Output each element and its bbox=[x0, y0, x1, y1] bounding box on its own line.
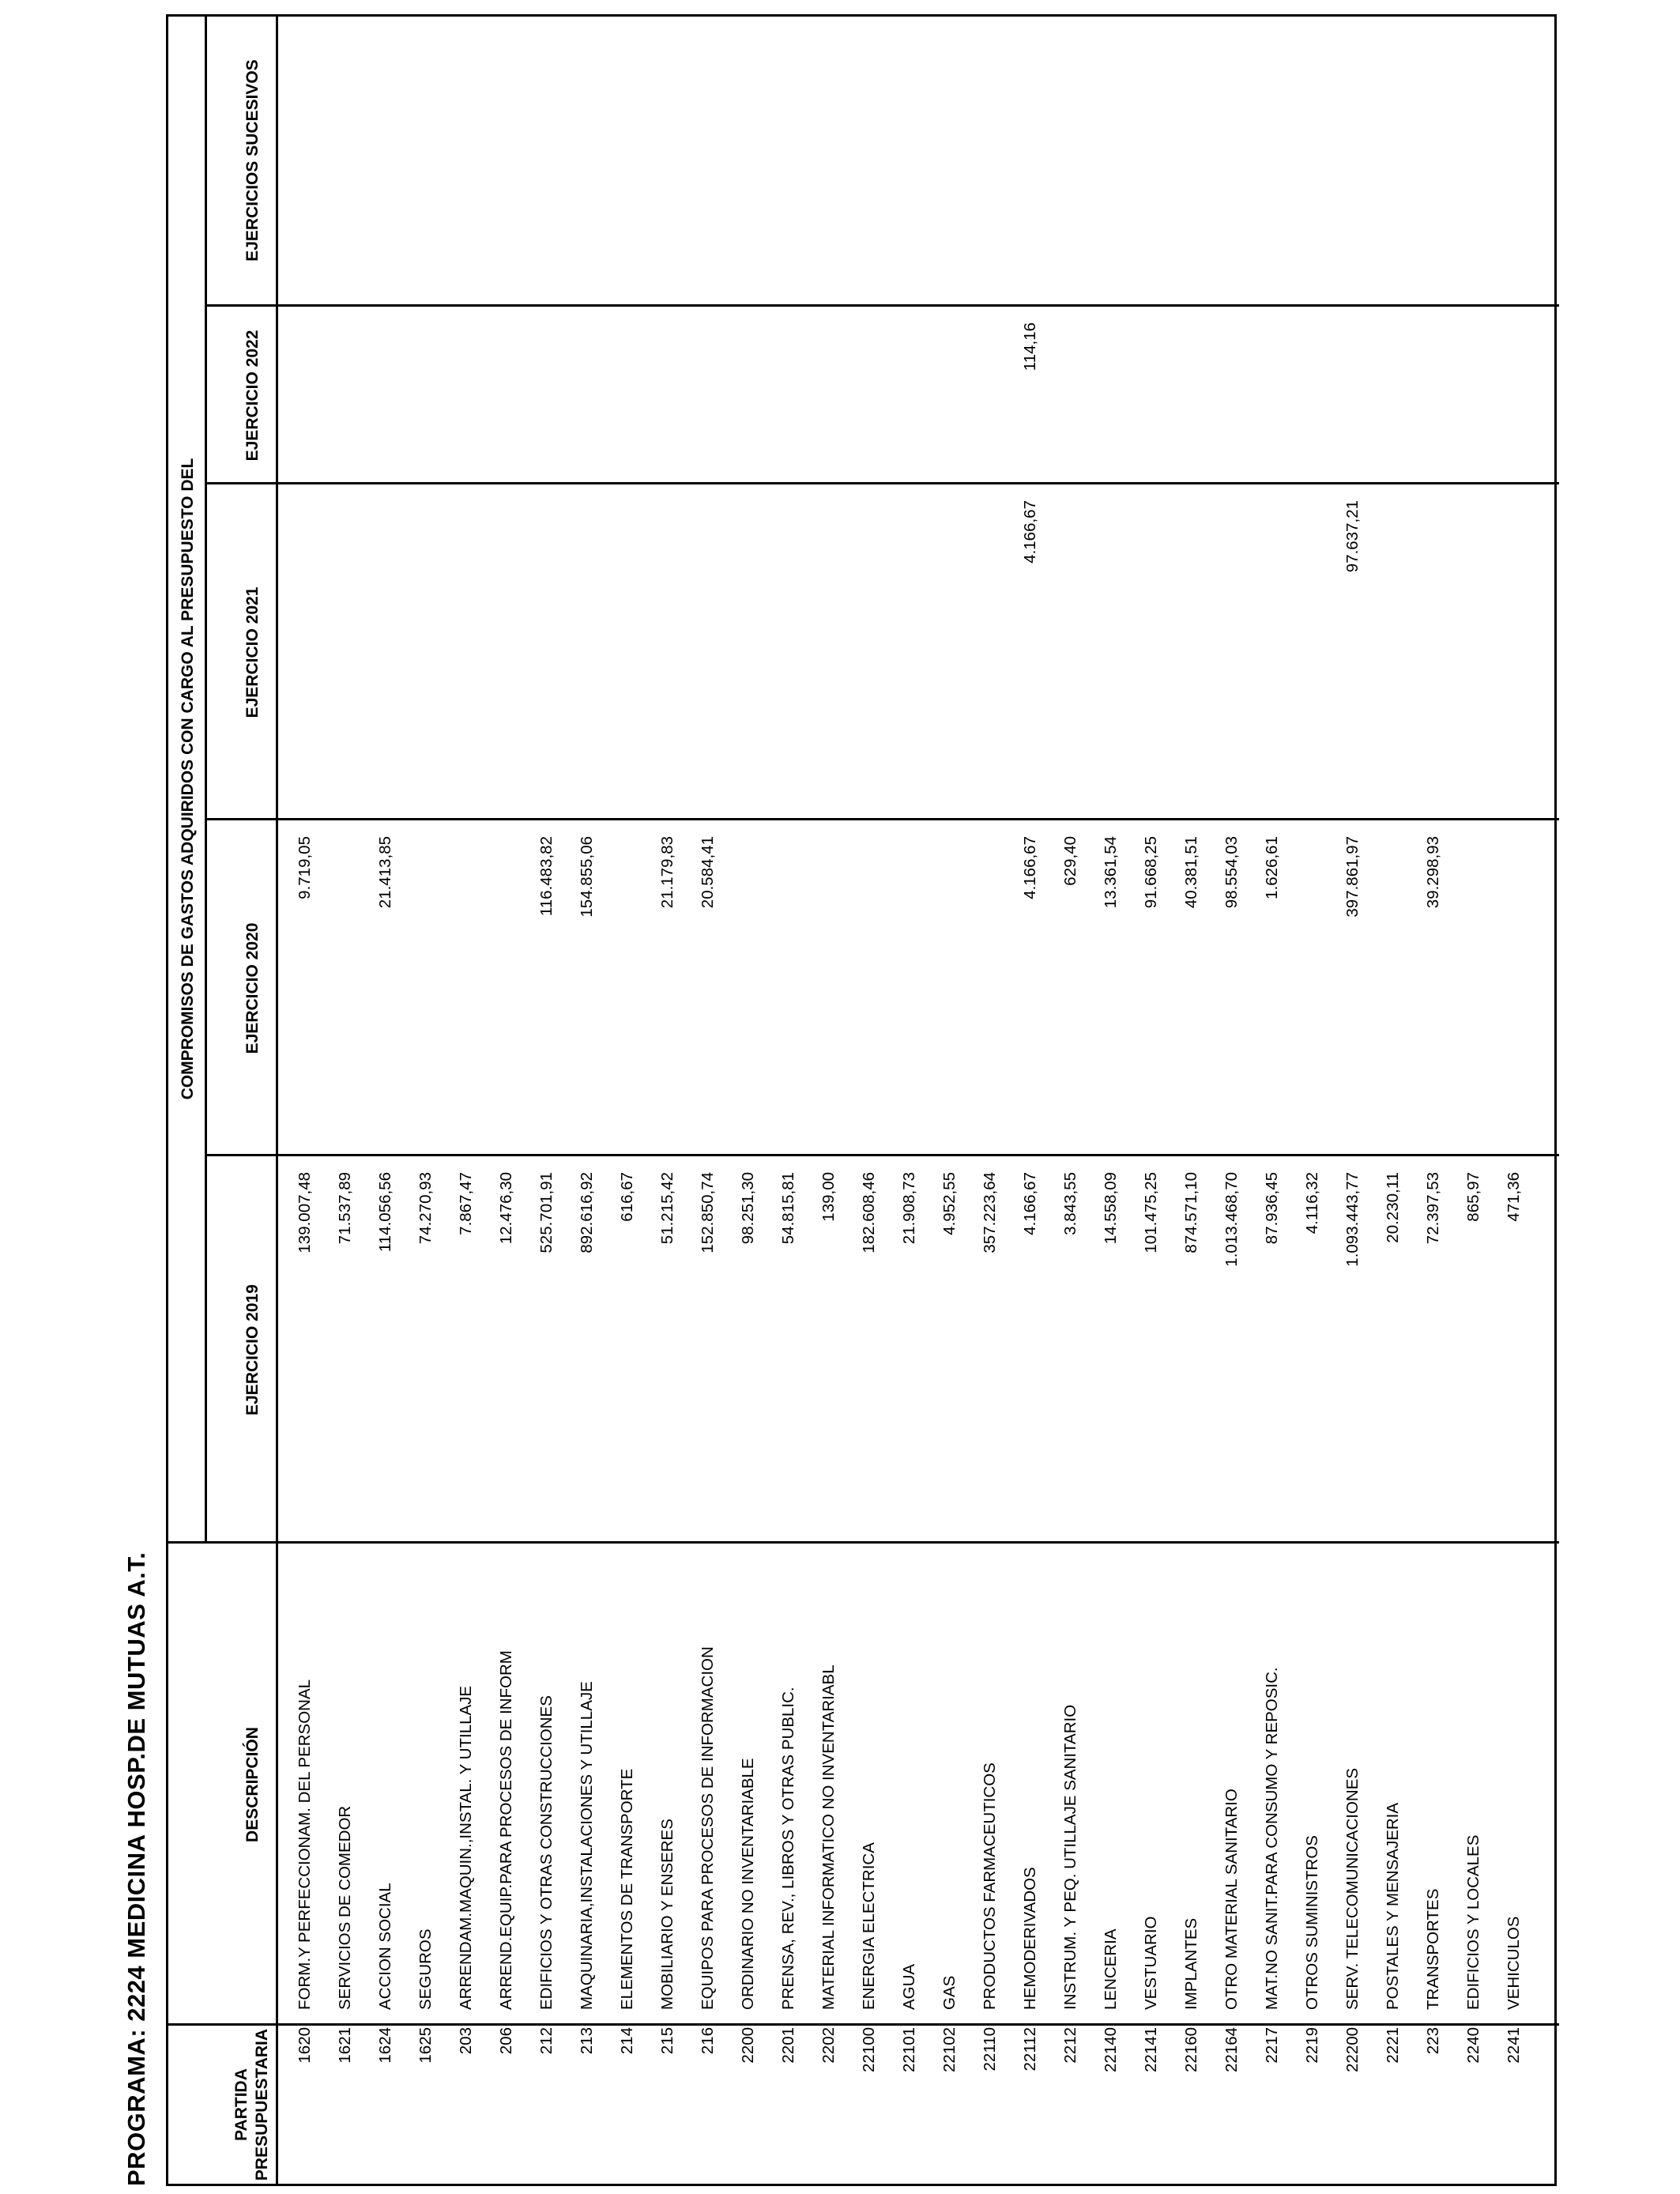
cell-descripcion: LENCERIA bbox=[1102, 1928, 1120, 2010]
cell-ejercicio-2020 bbox=[1302, 836, 1323, 1152]
cell-ejercicio-2020 bbox=[416, 836, 436, 1152]
cell-partida: 22200 bbox=[1343, 2027, 1362, 2073]
cell-ejercicio-2021: 97.637,21 bbox=[1343, 500, 1362, 573]
cell-ejercicio-2019: 87.936,45 bbox=[1263, 1172, 1281, 1245]
cell-ejercicios-sucesivos bbox=[1302, 30, 1323, 303]
cell-partida: 216 bbox=[699, 2027, 717, 2055]
cell-ejercicio-2022 bbox=[698, 322, 718, 481]
cell-ejercicios-sucesivos bbox=[1101, 30, 1121, 303]
cell-ejercicios-sucesivos bbox=[577, 30, 597, 303]
cell-ejercicio-2019: 892.616,92 bbox=[578, 1172, 596, 1253]
cell-descripcion: ORDINARIO NO INVENTARIABLE bbox=[739, 1758, 757, 2010]
cell-ejercicio-2019: 525.701,91 bbox=[537, 1172, 556, 1253]
cell-ejercicio-2022 bbox=[1302, 322, 1323, 481]
cell-descripcion: HEMODERIVADOS bbox=[1021, 1867, 1039, 2010]
cell-ejercicio-2021 bbox=[1060, 500, 1081, 816]
cell-ejercicios-sucesivos bbox=[899, 30, 920, 303]
cell-ejercicio-2021 bbox=[698, 500, 718, 816]
cell-partida: 1624 bbox=[376, 2027, 394, 2064]
cell-ejercicio-2021 bbox=[1101, 500, 1121, 816]
cell-partida: 2217 bbox=[1263, 2027, 1281, 2064]
cell-ejercicio-2021 bbox=[899, 500, 920, 816]
cell-descripcion: SEGUROS bbox=[416, 1928, 435, 2010]
cell-ejercicio-2021 bbox=[456, 500, 477, 816]
cell-ejercicio-2019: 51.215,42 bbox=[658, 1172, 676, 1245]
cell-ejercicios-sucesivos bbox=[1504, 30, 1524, 303]
cell-ejercicio-2020 bbox=[819, 836, 839, 1152]
cell-partida: 22140 bbox=[1102, 2027, 1120, 2073]
header-partida-line2: PRESUPUESTARIA bbox=[253, 2028, 271, 2181]
cell-ejercicio-2022 bbox=[1343, 322, 1363, 481]
col-divider-descripcion bbox=[168, 1541, 1559, 1544]
cell-partida: 1620 bbox=[296, 2027, 314, 2064]
cell-ejercicio-2022 bbox=[819, 322, 839, 481]
cell-ejercicio-2019: 139,00 bbox=[819, 1172, 838, 1222]
cell-ejercicio-2022 bbox=[1383, 322, 1403, 481]
cell-ejercicios-sucesivos bbox=[657, 30, 678, 303]
cell-ejercicio-2020: 397.861,97 bbox=[1343, 836, 1362, 918]
cell-ejercicio-2020 bbox=[335, 836, 356, 1152]
cell-ejercicio-2021 bbox=[1423, 500, 1444, 816]
cell-ejercicio-2020 bbox=[859, 836, 880, 1152]
cell-partida: 22160 bbox=[1182, 2027, 1200, 2073]
cell-ejercicio-2020: 98.554,03 bbox=[1222, 836, 1241, 909]
header-divider-lower bbox=[276, 14, 278, 2184]
cell-ejercicios-sucesivos bbox=[1343, 30, 1363, 303]
cell-ejercicios-sucesivos bbox=[1222, 30, 1242, 303]
cell-ejercicios-sucesivos bbox=[537, 30, 557, 303]
cell-ejercicio-2020: 21.413,85 bbox=[376, 836, 394, 909]
cell-descripcion: PRODUCTOS FARMACEUTICOS bbox=[981, 1762, 999, 2010]
cell-ejercicio-2019: 865,97 bbox=[1464, 1172, 1482, 1222]
col-divider-2021 bbox=[205, 482, 1559, 484]
cell-ejercicio-2022 bbox=[940, 322, 960, 481]
cell-ejercicio-2021 bbox=[1181, 500, 1202, 816]
cell-ejercicio-2020 bbox=[456, 836, 477, 1152]
header-compromisos: COMPROMISOS DE GASTOS ADQUIRIDOS CON CARGO AL PRESUPUESTO DEL bbox=[179, 458, 197, 1100]
cell-partida: 2201 bbox=[779, 2027, 797, 2064]
header-descripcion: DESCRIPCIÓN bbox=[243, 1727, 262, 1842]
cell-ejercicio-2022 bbox=[1101, 322, 1121, 481]
cell-ejercicio-2022 bbox=[1463, 322, 1484, 481]
cell-partida: 215 bbox=[658, 2027, 676, 2055]
cell-ejercicio-2019: 616,67 bbox=[618, 1172, 636, 1222]
cell-partida: 214 bbox=[618, 2027, 636, 2055]
header-partida bbox=[232, 2026, 273, 2184]
cell-ejercicio-2021 bbox=[1141, 500, 1162, 816]
cell-ejercicio-2019: 139.007,48 bbox=[296, 1172, 314, 1253]
cell-ejercicio-2022 bbox=[617, 322, 638, 481]
cell-ejercicio-2020 bbox=[778, 836, 799, 1152]
cell-ejercicios-sucesivos bbox=[1060, 30, 1081, 303]
cell-ejercicio-2020 bbox=[899, 836, 920, 1152]
cell-ejercicio-2020: 91.668,25 bbox=[1142, 836, 1160, 909]
cell-ejercicio-2021 bbox=[657, 500, 678, 816]
cell-ejercicio-2021 bbox=[819, 500, 839, 816]
cell-ejercicio-2020 bbox=[1383, 836, 1403, 1152]
cell-ejercicio-2021 bbox=[980, 500, 1000, 816]
col-divider-2022 bbox=[205, 304, 1559, 307]
col-divider-2019 bbox=[205, 1154, 1559, 1156]
cell-partida: 2219 bbox=[1303, 2027, 1321, 2064]
cell-ejercicio-2019: 54.815,81 bbox=[779, 1172, 797, 1245]
cell-ejercicios-sucesivos bbox=[1262, 30, 1283, 303]
cell-ejercicio-2020 bbox=[940, 836, 960, 1152]
cell-ejercicio-2019: 471,36 bbox=[1505, 1172, 1523, 1222]
cell-descripcion: FORM.Y PERFECCIONAM. DEL PERSONAL bbox=[296, 1679, 314, 2010]
cell-descripcion: ACCION SOCIAL bbox=[376, 1883, 394, 2010]
cell-ejercicio-2019: 152.850,74 bbox=[699, 1172, 717, 1253]
cell-partida: 212 bbox=[537, 2027, 556, 2055]
cell-ejercicio-2019: 1.093.443,77 bbox=[1343, 1172, 1362, 1267]
cell-ejercicio-2020: 20.584,41 bbox=[699, 836, 717, 909]
cell-ejercicio-2020 bbox=[1504, 836, 1524, 1152]
cell-ejercicio-2021 bbox=[375, 500, 396, 816]
cell-ejercicio-2022 bbox=[295, 322, 315, 481]
cell-ejercicio-2021 bbox=[295, 500, 315, 816]
cell-descripcion: MAT.NO SANIT.PARA CONSUMO Y REPOSIC. bbox=[1263, 1667, 1281, 2010]
cell-ejercicio-2021 bbox=[617, 500, 638, 816]
cell-ejercicio-2020: 629,40 bbox=[1061, 836, 1079, 886]
cell-ejercicio-2019: 74.270,93 bbox=[416, 1172, 435, 1245]
header-ejercicio-2019: EJERCICIO 2019 bbox=[243, 1284, 262, 1416]
cell-ejercicio-2022 bbox=[859, 322, 880, 481]
cell-partida: 22102 bbox=[940, 2027, 959, 2073]
cell-descripcion: MOBILIARIO Y ENSERES bbox=[658, 1819, 676, 2010]
cell-descripcion: MAQUINARIA,INSTALACIONES Y UTILLAJE bbox=[578, 1681, 596, 2010]
cell-ejercicio-2020 bbox=[617, 836, 638, 1152]
cell-ejercicio-2022 bbox=[1181, 322, 1202, 481]
cell-ejercicio-2022 bbox=[375, 322, 396, 481]
cell-partida: 22100 bbox=[860, 2027, 878, 2073]
cell-ejercicio-2021 bbox=[1504, 500, 1524, 816]
cell-ejercicio-2020: 1.626,61 bbox=[1263, 836, 1281, 899]
cell-ejercicios-sucesivos bbox=[416, 30, 436, 303]
cell-partida: 206 bbox=[497, 2027, 515, 2055]
cell-ejercicio-2019: 72.397,53 bbox=[1424, 1172, 1442, 1245]
cell-ejercicio-2021 bbox=[1302, 500, 1323, 816]
cell-descripcion: ELEMENTOS DE TRANSPORTE bbox=[618, 1768, 636, 2010]
cell-ejercicio-2022 bbox=[416, 322, 436, 481]
cell-ejercicios-sucesivos bbox=[819, 30, 839, 303]
cell-ejercicios-sucesivos bbox=[456, 30, 477, 303]
cell-ejercicio-2019: 71.537,89 bbox=[336, 1172, 354, 1245]
cell-ejercicio-2022 bbox=[1060, 322, 1081, 481]
col-divider-2020 bbox=[205, 818, 1559, 820]
cell-ejercicio-2019: 182.608,46 bbox=[860, 1172, 878, 1253]
cell-ejercicio-2022 bbox=[1262, 322, 1283, 481]
cell-ejercicio-2022 bbox=[738, 322, 759, 481]
page-title: PROGRAMA: 2224 MEDICINA HOSP.DE MUTUAS A.T. bbox=[122, 1551, 150, 2186]
cell-partida: 2241 bbox=[1505, 2027, 1523, 2064]
cell-partida: 2221 bbox=[1384, 2027, 1402, 2064]
cell-ejercicio-2019: 7.867,47 bbox=[457, 1172, 475, 1235]
cell-ejercicio-2019: 98.251,30 bbox=[739, 1172, 757, 1245]
cell-ejercicios-sucesivos bbox=[778, 30, 799, 303]
cell-ejercicio-2020: 116.483,82 bbox=[537, 836, 556, 917]
cell-ejercicio-2021 bbox=[577, 500, 597, 816]
cell-ejercicio-2021 bbox=[1262, 500, 1283, 816]
cell-ejercicio-2020 bbox=[738, 836, 759, 1152]
cell-ejercicio-2021 bbox=[335, 500, 356, 816]
cell-partida: 2202 bbox=[819, 2027, 838, 2064]
cell-descripcion: EQUIPOS PARA PROCESOS DE INFORMACION bbox=[699, 1646, 717, 2010]
cell-ejercicios-sucesivos bbox=[295, 30, 315, 303]
cell-ejercicio-2021 bbox=[416, 500, 436, 816]
cell-ejercicio-2019: 1.013.468,70 bbox=[1222, 1172, 1241, 1267]
cell-descripcion: INSTRUM. Y PEQ. UTILLAJE SANITARIO bbox=[1061, 1704, 1079, 2010]
cell-descripcion: AGUA bbox=[900, 1963, 918, 2010]
cell-ejercicios-sucesivos bbox=[375, 30, 396, 303]
cell-ejercicio-2021 bbox=[859, 500, 880, 816]
cell-partida: 1621 bbox=[336, 2027, 354, 2064]
cell-ejercicio-2021 bbox=[496, 500, 517, 816]
cell-ejercicio-2019: 20.230,11 bbox=[1384, 1172, 1402, 1243]
cell-partida: 203 bbox=[457, 2027, 475, 2055]
cell-ejercicios-sucesivos bbox=[1141, 30, 1162, 303]
cell-ejercicio-2021 bbox=[1383, 500, 1403, 816]
cell-ejercicio-2022 bbox=[980, 322, 1000, 481]
cell-ejercicios-sucesivos bbox=[980, 30, 1000, 303]
cell-ejercicio-2022 bbox=[1423, 322, 1444, 481]
cell-partida: 213 bbox=[578, 2027, 596, 2055]
cell-ejercicio-2021: 4.166,67 bbox=[1021, 500, 1039, 564]
cell-ejercicios-sucesivos bbox=[1020, 30, 1041, 303]
cell-ejercicio-2019: 4.116,32 bbox=[1303, 1172, 1321, 1235]
cell-ejercicio-2021 bbox=[940, 500, 960, 816]
cell-ejercicio-2020: 21.179,83 bbox=[658, 836, 676, 909]
cell-ejercicios-sucesivos bbox=[1423, 30, 1444, 303]
cell-ejercicio-2020: 39.298,93 bbox=[1424, 836, 1442, 909]
cell-descripcion: EDIFICIOS Y LOCALES bbox=[1464, 1834, 1482, 2010]
col-divider-partida bbox=[168, 2023, 1559, 2026]
cell-descripcion: ENERGIA ELECTRICA bbox=[860, 1842, 878, 2010]
cell-ejercicio-2019: 14.558,09 bbox=[1102, 1172, 1120, 1245]
cell-ejercicio-2019: 114.056,56 bbox=[376, 1172, 394, 1253]
cell-ejercicio-2022: 114,16 bbox=[1021, 322, 1039, 371]
cell-ejercicio-2022 bbox=[1222, 322, 1242, 481]
cell-descripcion: SERV. TELECOMUNICACIONES bbox=[1343, 1767, 1362, 2010]
cell-partida: 1625 bbox=[416, 2027, 435, 2064]
cell-partida: 22164 bbox=[1222, 2027, 1241, 2073]
cell-ejercicio-2019: 4.166,67 bbox=[1021, 1172, 1039, 1235]
cell-ejercicio-2022 bbox=[778, 322, 799, 481]
header-ejercicio-2022: EJERCICIO 2022 bbox=[243, 330, 262, 462]
cell-descripcion: VESTUARIO bbox=[1142, 1916, 1160, 2010]
cell-ejercicio-2020: 9.719,05 bbox=[296, 836, 314, 899]
cell-ejercicio-2020: 4.166,67 bbox=[1021, 836, 1039, 899]
cell-ejercicio-2022 bbox=[577, 322, 597, 481]
cell-ejercicio-2019: 4.952,55 bbox=[940, 1172, 959, 1235]
cell-ejercicios-sucesivos bbox=[859, 30, 880, 303]
cell-ejercicio-2021 bbox=[738, 500, 759, 816]
cell-ejercicio-2019: 874.571,10 bbox=[1182, 1172, 1200, 1253]
cell-ejercicios-sucesivos bbox=[1463, 30, 1484, 303]
cell-partida: 2240 bbox=[1464, 2027, 1482, 2064]
cell-ejercicio-2022 bbox=[899, 322, 920, 481]
cell-ejercicio-2021 bbox=[1463, 500, 1484, 816]
cell-ejercicio-2022 bbox=[657, 322, 678, 481]
cell-ejercicio-2019: 3.843,55 bbox=[1061, 1172, 1079, 1235]
cell-descripcion: GAS bbox=[940, 1975, 959, 2010]
cell-descripcion: MATERIAL INFORMATICO NO INVENTARIABL bbox=[819, 1664, 838, 2010]
cell-ejercicios-sucesivos bbox=[1383, 30, 1403, 303]
cell-descripcion: IMPLANTES bbox=[1182, 1917, 1200, 2010]
header-ejercicios-sucesivos: EJERCICIOS SUCESIVOS bbox=[243, 59, 262, 262]
cell-partida: 22110 bbox=[981, 2027, 999, 2071]
cell-ejercicio-2022 bbox=[496, 322, 517, 481]
cell-ejercicio-2019: 12.476,30 bbox=[497, 1172, 515, 1245]
cell-ejercicios-sucesivos bbox=[496, 30, 517, 303]
cell-descripcion: TRANSPORTES bbox=[1424, 1888, 1442, 2010]
cell-descripcion: PRENSA, REV., LIBROS Y OTRAS PUBLIC. bbox=[779, 1687, 797, 2010]
cell-partida: 22101 bbox=[900, 2027, 918, 2073]
cell-descripcion: ARREND.EQUIP.PARA PROCESOS DE INFORM bbox=[497, 1650, 515, 2010]
header-ejercicio-2020: EJERCICIO 2020 bbox=[243, 922, 262, 1054]
header-partida-line1: PARTIDA bbox=[232, 2068, 250, 2141]
cell-ejercicios-sucesivos bbox=[940, 30, 960, 303]
cell-partida: 2200 bbox=[739, 2027, 757, 2064]
cell-ejercicio-2020 bbox=[1463, 836, 1484, 1152]
cell-descripcion: EDIFICIOS Y OTRAS CONSTRUCCIONES bbox=[537, 1695, 556, 2010]
cell-ejercicio-2020: 40.381,51 bbox=[1182, 836, 1200, 909]
cell-ejercicio-2020: 154.855,06 bbox=[578, 836, 596, 918]
cell-ejercicio-2019: 21.908,73 bbox=[900, 1172, 918, 1245]
cell-ejercicio-2022 bbox=[1141, 322, 1162, 481]
budget-table bbox=[166, 14, 1557, 2186]
cell-ejercicio-2019: 101.475,25 bbox=[1142, 1172, 1160, 1253]
cell-partida: 22141 bbox=[1142, 2027, 1160, 2073]
cell-ejercicios-sucesivos bbox=[738, 30, 759, 303]
cell-descripcion: OTROS SUMINISTROS bbox=[1303, 1835, 1321, 2010]
cell-ejercicio-2020: 13.361,54 bbox=[1102, 836, 1120, 909]
cell-ejercicios-sucesivos bbox=[698, 30, 718, 303]
cell-ejercicio-2022 bbox=[456, 322, 477, 481]
cell-partida: 223 bbox=[1424, 2027, 1442, 2055]
cell-ejercicios-sucesivos bbox=[1181, 30, 1202, 303]
cell-ejercicio-2022 bbox=[335, 322, 356, 481]
cell-ejercicios-sucesivos bbox=[335, 30, 356, 303]
cell-descripcion: VEHICULOS bbox=[1505, 1916, 1523, 2010]
cell-ejercicio-2021 bbox=[778, 500, 799, 816]
header-divider-upper bbox=[205, 14, 207, 1544]
cell-ejercicios-sucesivos bbox=[617, 30, 638, 303]
cell-descripcion: ARRENDAM.MAQUIN.,INSTAL. Y UTILLAJE bbox=[457, 1685, 475, 2010]
cell-ejercicio-2022 bbox=[537, 322, 557, 481]
header-ejercicio-2021: EJERCICIO 2021 bbox=[243, 586, 262, 718]
cell-partida: 22112 bbox=[1021, 2027, 1039, 2071]
cell-ejercicio-2021 bbox=[537, 500, 557, 816]
cell-ejercicio-2020 bbox=[496, 836, 517, 1152]
cell-ejercicio-2020 bbox=[980, 836, 1000, 1152]
cell-ejercicio-2021 bbox=[1222, 500, 1242, 816]
cell-ejercicio-2019: 357.223,64 bbox=[981, 1172, 999, 1253]
cell-descripcion: POSTALES Y MENSAJERIA bbox=[1384, 1802, 1402, 2010]
cell-ejercicio-2022 bbox=[1504, 322, 1524, 481]
cell-descripcion: SERVICIOS DE COMEDOR bbox=[336, 1805, 354, 2010]
cell-descripcion: OTRO MATERIAL SANITARIO bbox=[1222, 1789, 1241, 2010]
cell-partida: 2212 bbox=[1061, 2027, 1079, 2064]
